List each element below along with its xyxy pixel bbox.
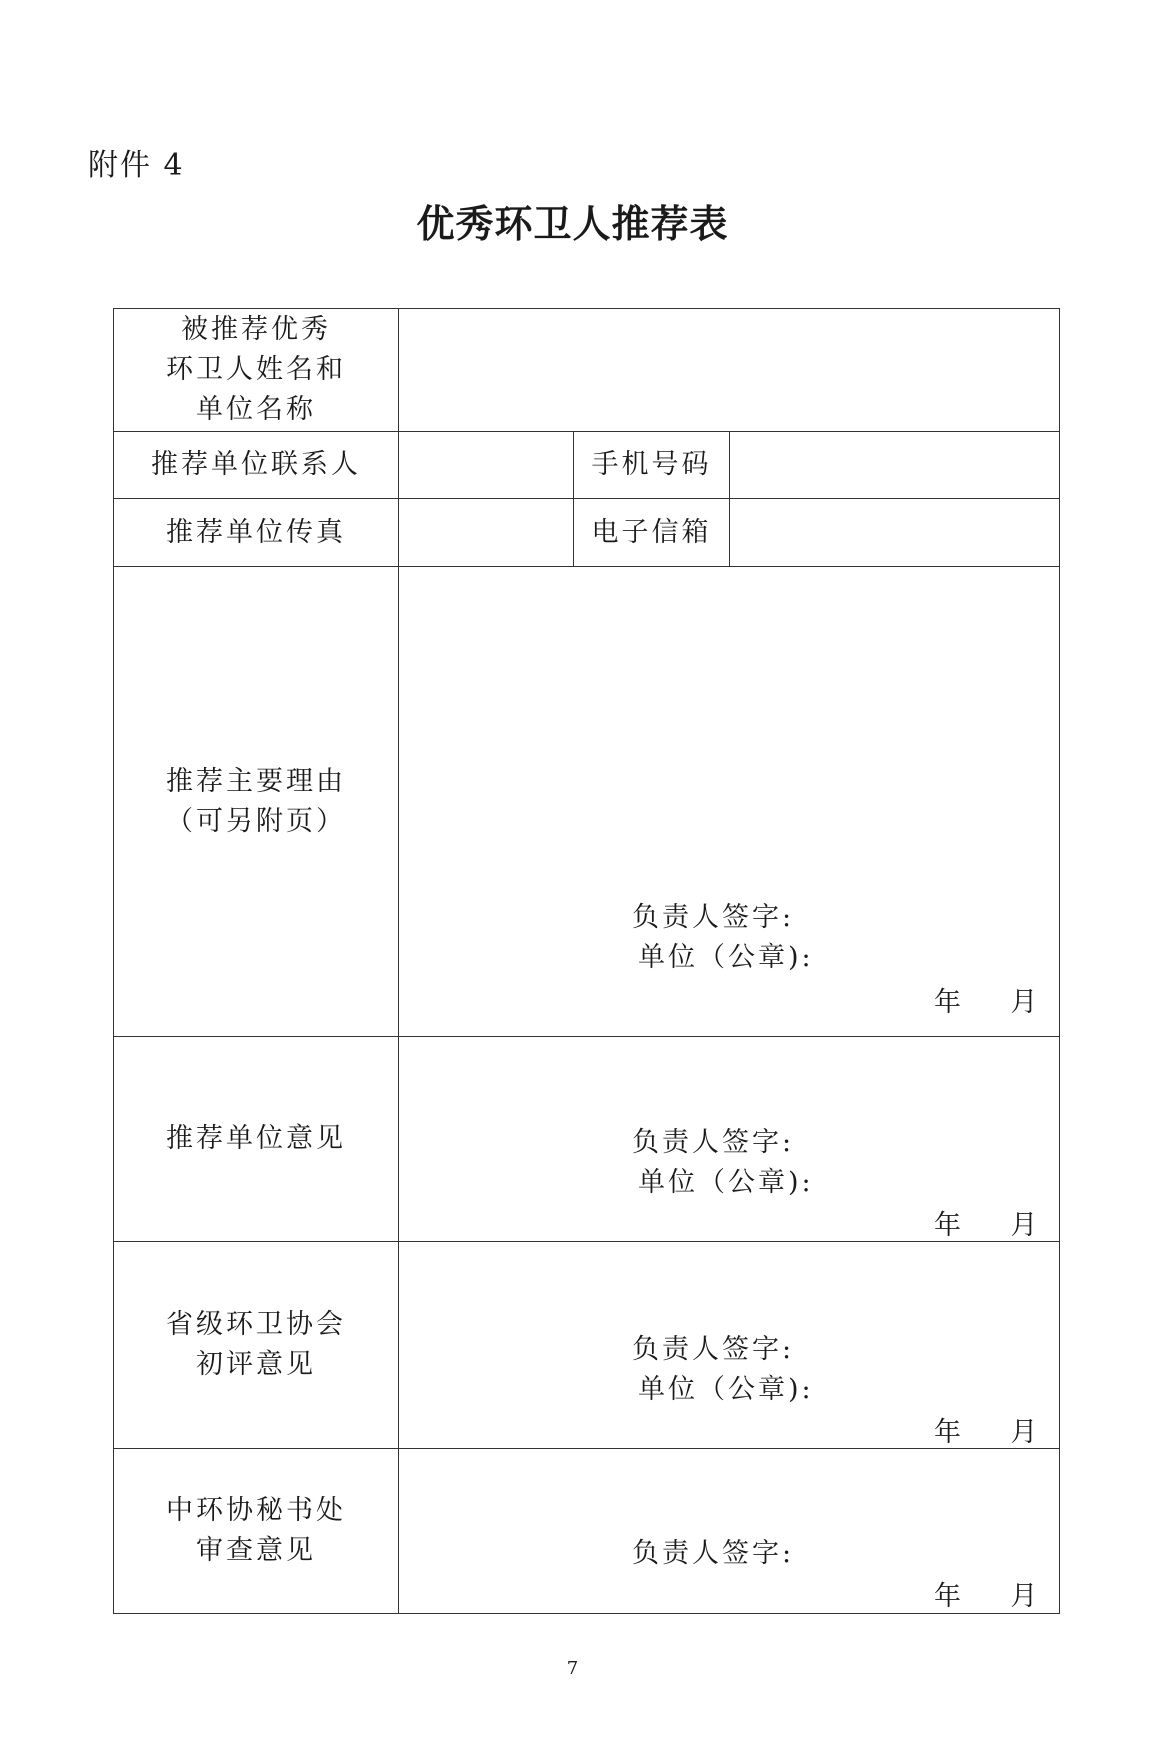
province-date-month: 月 xyxy=(1010,1417,1041,1448)
nominee-label-line-2: 环卫人姓名和 xyxy=(166,354,346,385)
reason-date-month: 月 xyxy=(1010,987,1041,1018)
reason-label-line-1: 推荐主要理由 xyxy=(166,765,346,797)
unit-opinion-seal-label: 单位（公章): xyxy=(638,1167,814,1198)
row-unit-opinion xyxy=(114,1037,1060,1242)
reason-seal-label: 单位（公章): xyxy=(638,942,814,973)
row-nominee xyxy=(114,309,1060,432)
province-opinion-input-cell[interactable] xyxy=(399,1242,1060,1449)
province-label-line-2: 初评意见 xyxy=(196,1349,316,1380)
province-signature-label: 负责人签字: xyxy=(632,1334,795,1365)
reason-date-year: 年 xyxy=(934,987,964,1018)
row-fax xyxy=(114,499,1060,567)
email-input-cell[interactable] xyxy=(730,499,1060,567)
page-title: 优秀环卫人推荐表 xyxy=(416,202,729,246)
secretariat-label-cell xyxy=(114,1449,399,1614)
phone-label: 手机号码 xyxy=(574,432,730,499)
row-province-opinion xyxy=(114,1242,1060,1449)
reason-signature-label: 负责人签字: xyxy=(632,902,795,933)
reason-label-line-2: （可另附页） xyxy=(166,805,346,837)
unit-opinion-signature-block xyxy=(632,1123,814,1203)
contact-label: 推荐单位联系人 xyxy=(114,432,399,499)
nominee-label-line-3: 单位名称 xyxy=(196,394,316,425)
secretariat-signature-block xyxy=(632,1534,794,1574)
email-label: 电子信箱 xyxy=(574,499,730,567)
secretariat-signature-label: 负责人签字: xyxy=(632,1538,795,1569)
reason-date xyxy=(934,980,1040,1019)
province-date-year: 年 xyxy=(934,1417,964,1448)
nominee-label-line-1: 被推荐优秀 xyxy=(181,314,331,345)
province-seal-label: 单位（公章): xyxy=(638,1374,814,1405)
unit-opinion-signature-label: 负责人签字: xyxy=(632,1127,795,1158)
secretariat-date-month: 月 xyxy=(1010,1581,1041,1612)
recommendation-form-table xyxy=(113,308,1060,1614)
contact-input-cell[interactable] xyxy=(399,432,574,499)
nominee-label-cell xyxy=(114,309,399,432)
province-signature-block xyxy=(632,1330,814,1410)
unit-opinion-date-year: 年 xyxy=(934,1210,964,1241)
row-reason xyxy=(114,567,1060,1037)
phone-input-cell[interactable] xyxy=(730,432,1060,499)
province-date xyxy=(934,1410,1040,1449)
page-number: 7 xyxy=(566,1658,579,1679)
province-label-cell xyxy=(114,1242,399,1449)
secretariat-date-year: 年 xyxy=(934,1581,964,1612)
secretariat-label-line-1: 中环协秘书处 xyxy=(166,1495,346,1526)
attachment-label: 附件 4 xyxy=(88,148,185,183)
nominee-input-cell[interactable] xyxy=(399,309,1060,432)
reason-input-cell[interactable] xyxy=(399,567,1060,1037)
row-secretariat-opinion xyxy=(114,1449,1060,1614)
row-contact xyxy=(114,432,1060,499)
unit-opinion-date xyxy=(934,1203,1040,1242)
unit-opinion-date-month: 月 xyxy=(1010,1210,1041,1241)
reason-signature-block xyxy=(632,898,814,978)
secretariat-opinion-input-cell[interactable] xyxy=(399,1449,1060,1614)
secretariat-date xyxy=(934,1574,1040,1613)
fax-label: 推荐单位传真 xyxy=(114,499,399,567)
fax-input-cell[interactable] xyxy=(399,499,574,567)
province-label-line-1: 省级环卫协会 xyxy=(166,1309,346,1340)
reason-label-cell xyxy=(114,567,399,1037)
unit-opinion-label: 推荐单位意见 xyxy=(114,1037,399,1242)
secretariat-label-line-2: 审查意见 xyxy=(196,1535,316,1566)
unit-opinion-input-cell[interactable] xyxy=(399,1037,1060,1242)
